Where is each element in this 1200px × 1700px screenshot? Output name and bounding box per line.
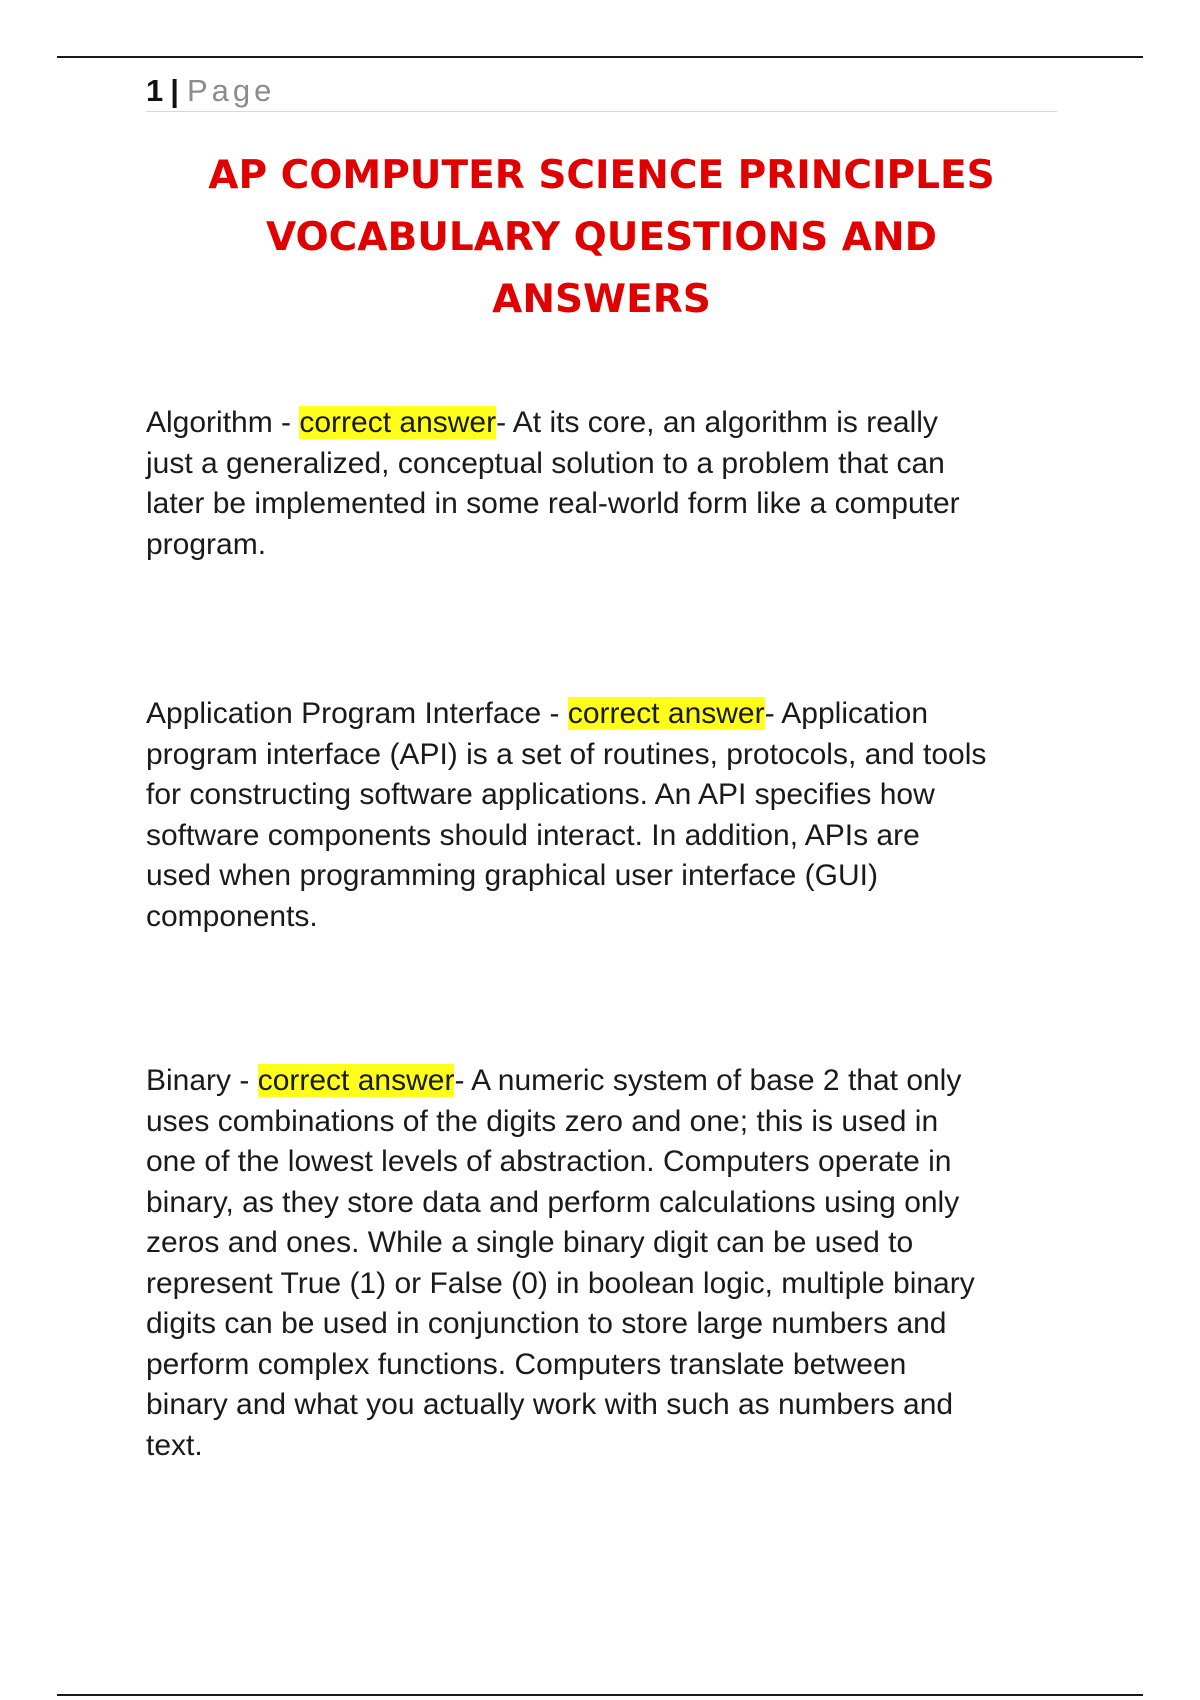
entry-line: - Application [764,697,929,730]
entry-line: binary, as they store data and perform calculations using only [146,1185,960,1219]
entry-line: - At its core, an algorithm is really [496,406,938,439]
entry-line: software components should interact. In addition, APIs are [146,818,920,852]
entry-line: just a generalized, conceptual solution to a problem that can [146,446,945,480]
entry-line: program. [146,527,267,561]
document-title [146,145,1057,331]
page-label: Page [186,72,276,108]
answer-highlight: correct answer [299,406,497,439]
entry-line: text. [146,1428,203,1462]
entry-line: binary and what you actually work with such as numbers and [146,1388,954,1421]
entry-line: digits can be used in conjunction to store large numbers and [146,1307,947,1340]
title-line-2: VOCABULARY QUESTIONS AND [266,215,937,260]
vocab-entry-binary [146,1061,1066,1466]
entry-line: uses combinations of the digits zero and one; this is used in [146,1104,939,1138]
entry-line: used when programming graphical user interface (GUI) [146,859,878,892]
entry-term: Application Program Interface - [146,697,568,730]
title-line-1: AP COMPUTER SCIENCE PRINCIPLES [208,153,995,198]
entry-first-line [146,1061,1066,1102]
entry-line: zeros and ones. While a single binary digit can be used to [146,1226,914,1259]
entry-line: one of the lowest levels of abstraction. Computers operate in [146,1145,952,1178]
entry-line: perform complex functions. Computers translate between [146,1347,907,1381]
entry-first-line [146,694,1066,735]
entry-first-line [146,403,1066,444]
vocab-entry-api [146,694,1066,937]
entry-term: Binary - [146,1064,258,1097]
page-header [146,70,1057,112]
entry-line: for constructing software applications. An API specifies how [146,778,935,811]
entry-line: components. [146,899,318,933]
bottom-rule [57,1694,1143,1696]
title-line-3: ANSWERS [492,277,711,322]
answer-highlight: correct answer [257,1064,455,1097]
page-separator: | [170,72,179,108]
entry-line: represent True (1) or False (0) in boolean logic, multiple binary [146,1266,975,1300]
answer-highlight: correct answer [567,697,765,730]
entry-line: - A numeric system of base 2 that only [454,1064,962,1097]
entry-term: Algorithm - [146,406,300,439]
entry-line: program interface (API) is a set of routines, protocols, and tools [146,737,987,771]
vocab-entry-algorithm [146,403,1066,565]
entry-line: later be implemented in some real-world form like a computer [146,487,960,520]
top-rule [57,56,1143,58]
page-number: 1 [146,72,164,108]
